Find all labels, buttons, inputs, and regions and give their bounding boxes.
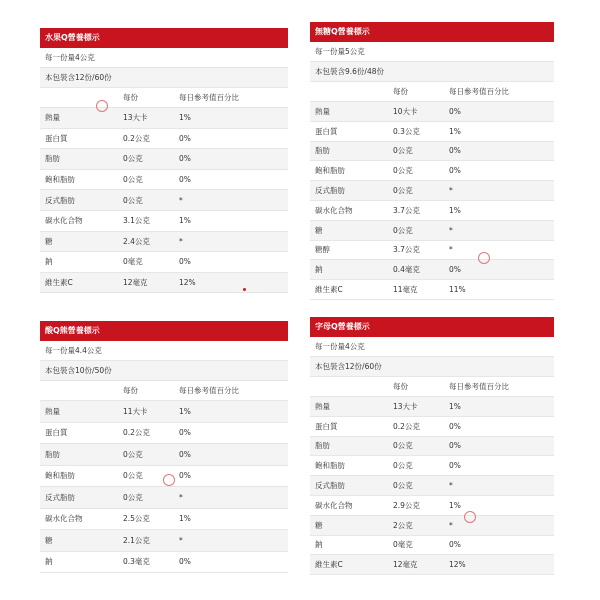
nutrient-amount: 3.7公克 bbox=[393, 245, 420, 255]
servings-per-package: 本包裝含9.6份/48份 bbox=[310, 62, 554, 82]
nutrient-amount: 2.4公克 bbox=[123, 236, 150, 246]
nutrient-name: 維生素C bbox=[45, 278, 73, 288]
nutrient-name: 脂肪 bbox=[315, 441, 330, 451]
nutrient-daily-value: * bbox=[449, 225, 453, 235]
nutrient-daily-value: 12% bbox=[449, 560, 466, 570]
nutrient-amount: 0毫克 bbox=[123, 257, 143, 267]
nutrient-daily-value: 0% bbox=[449, 166, 461, 176]
nutrient-name: 蛋白質 bbox=[45, 428, 68, 438]
nutrient-daily-value: * bbox=[449, 186, 453, 196]
nutrient-daily-value: * bbox=[179, 535, 183, 545]
circle-mark bbox=[464, 511, 476, 523]
nutrient-daily-value: 1% bbox=[179, 514, 191, 524]
nutrient-name: 反式脂肪 bbox=[315, 186, 345, 196]
nutrient-row bbox=[310, 161, 554, 181]
column-header-daily-value: 每日參考值百分比 bbox=[449, 87, 509, 96]
nutrient-daily-value: 0% bbox=[449, 461, 461, 471]
nutrient-amount: 0公克 bbox=[393, 481, 413, 491]
nutrient-row bbox=[40, 401, 288, 423]
nutrient-name: 蛋白質 bbox=[315, 421, 338, 431]
nutrient-row bbox=[310, 102, 554, 122]
nutrient-amount: 0公克 bbox=[123, 154, 143, 164]
nutrient-row bbox=[40, 232, 288, 253]
column-header-per-serving: 每份 bbox=[123, 386, 138, 395]
nutrient-name: 碳水化合物 bbox=[315, 205, 353, 215]
nutrient-row bbox=[40, 444, 288, 466]
nutrient-daily-value: 0% bbox=[179, 133, 191, 143]
nutrient-row bbox=[310, 476, 554, 496]
nutrient-row bbox=[40, 211, 288, 232]
nutrient-amount: 2.9公克 bbox=[393, 500, 420, 510]
nutrient-name: 熱量 bbox=[315, 401, 330, 411]
nutrient-row bbox=[40, 273, 288, 294]
nutrition-panel-sour-q-bear bbox=[40, 321, 288, 573]
nutrient-row bbox=[40, 252, 288, 273]
nutrient-daily-value: * bbox=[449, 520, 453, 530]
nutrient-amount: 0公克 bbox=[123, 471, 143, 481]
nutrient-name: 維生素C bbox=[315, 285, 343, 295]
serving-size: 每一份量4公克 bbox=[310, 337, 554, 357]
red-dot-mark bbox=[243, 288, 246, 291]
nutrition-panel-sugar-free-q bbox=[310, 22, 554, 300]
nutrient-daily-value: 1% bbox=[179, 406, 191, 416]
nutrient-row bbox=[310, 456, 554, 476]
nutrient-amount: 10大卡 bbox=[393, 106, 418, 116]
serving-size: 每一份量4.4公克 bbox=[40, 341, 288, 361]
servings-per-package: 本包裝含12份/60份 bbox=[310, 357, 554, 377]
nutrient-amount: 0.2公克 bbox=[123, 428, 150, 438]
nutrient-row bbox=[310, 142, 554, 162]
nutrient-amount: 0公克 bbox=[393, 461, 413, 471]
nutrient-row bbox=[310, 241, 554, 261]
nutrient-name: 飽和脂肪 bbox=[315, 166, 345, 176]
nutrient-amount: 0.2公克 bbox=[393, 421, 420, 431]
nutrient-row bbox=[310, 221, 554, 241]
nutrition-panel-letter-q bbox=[310, 317, 554, 575]
nutrient-row bbox=[40, 190, 288, 211]
column-header-per-serving: 每份 bbox=[393, 382, 408, 391]
nutrient-row bbox=[40, 530, 288, 552]
nutrient-daily-value: 0% bbox=[449, 441, 461, 451]
nutrient-row bbox=[40, 108, 288, 129]
nutrient-name: 碳水化合物 bbox=[45, 514, 83, 524]
circle-mark bbox=[163, 474, 175, 486]
nutrient-name: 飽和脂肪 bbox=[45, 175, 75, 185]
nutrient-name: 反式脂肪 bbox=[315, 481, 345, 491]
nutrition-panel-fruit-q bbox=[40, 28, 288, 293]
nutrient-name: 糖 bbox=[315, 520, 323, 530]
nutrient-daily-value: 0% bbox=[179, 175, 191, 185]
nutrient-amount: 3.1公克 bbox=[123, 216, 150, 226]
nutrient-daily-value: 0% bbox=[449, 146, 461, 156]
panel-title: 無糖Q營養標示 bbox=[310, 22, 554, 42]
servings-per-package: 本包裝含10份/50份 bbox=[40, 361, 288, 381]
nutrient-amount: 0公克 bbox=[123, 449, 143, 459]
nutrient-row bbox=[310, 555, 554, 575]
nutrient-daily-value: 1% bbox=[179, 216, 191, 226]
nutrient-row bbox=[40, 509, 288, 531]
circle-mark bbox=[96, 100, 108, 112]
nutrient-row bbox=[40, 129, 288, 150]
nutrient-amount: 0公克 bbox=[123, 175, 143, 185]
nutrient-daily-value: 0% bbox=[179, 557, 191, 567]
column-header-daily-value: 每日參考值百分比 bbox=[179, 386, 239, 395]
column-header-row bbox=[40, 381, 288, 401]
nutrient-daily-value: * bbox=[179, 195, 183, 205]
nutrient-daily-value: * bbox=[179, 236, 183, 246]
panel-title: 水果Q營養標示 bbox=[40, 28, 288, 48]
nutrient-daily-value: 1% bbox=[449, 126, 461, 136]
nutrient-name: 蛋白質 bbox=[45, 133, 68, 143]
nutrient-name: 脂肪 bbox=[315, 146, 330, 156]
nutrient-daily-value: 0% bbox=[179, 449, 191, 459]
nutrient-name: 糖 bbox=[45, 535, 53, 545]
nutrient-name: 脂肪 bbox=[45, 449, 60, 459]
nutrient-amount: 0.3毫克 bbox=[123, 557, 150, 567]
nutrient-name: 熱量 bbox=[315, 106, 330, 116]
nutrient-amount: 2公克 bbox=[393, 520, 413, 530]
nutrient-daily-value: 0% bbox=[449, 265, 461, 275]
nutrient-name: 熱量 bbox=[45, 113, 60, 123]
nutrient-name: 糖 bbox=[45, 236, 53, 246]
nutrient-daily-value: 0% bbox=[179, 428, 191, 438]
nutrient-daily-value: * bbox=[449, 245, 453, 255]
nutrient-amount: 11毫克 bbox=[393, 285, 418, 295]
nutrient-name: 反式脂肪 bbox=[45, 195, 75, 205]
nutrient-name: 糖醇 bbox=[315, 245, 330, 255]
nutrient-amount: 0毫克 bbox=[393, 540, 413, 550]
nutrient-amount: 0公克 bbox=[123, 492, 143, 502]
nutrient-amount: 0公克 bbox=[393, 166, 413, 176]
nutrient-row bbox=[310, 417, 554, 437]
nutrient-amount: 0公克 bbox=[393, 146, 413, 156]
column-header-row bbox=[310, 82, 554, 102]
nutrient-name: 飽和脂肪 bbox=[45, 471, 75, 481]
nutrient-daily-value: 11% bbox=[449, 285, 466, 295]
nutrient-row bbox=[40, 423, 288, 445]
nutrient-daily-value: 1% bbox=[449, 500, 461, 510]
serving-size: 每一份量4公克 bbox=[40, 48, 288, 68]
nutrient-name: 蛋白質 bbox=[315, 126, 338, 136]
nutrient-daily-value: 0% bbox=[449, 106, 461, 116]
nutrient-daily-value: 12% bbox=[179, 278, 196, 288]
nutrient-amount: 0公克 bbox=[393, 441, 413, 451]
nutrient-name: 維生素C bbox=[315, 560, 343, 570]
column-header-per-serving: 每份 bbox=[393, 87, 408, 96]
nutrient-name: 鈉 bbox=[45, 257, 53, 267]
nutrient-amount: 0公克 bbox=[393, 225, 413, 235]
nutrient-amount: 3.7公克 bbox=[393, 205, 420, 215]
nutrient-amount: 12毫克 bbox=[393, 560, 418, 570]
circle-mark bbox=[478, 252, 490, 264]
nutrient-amount: 12毫克 bbox=[123, 278, 148, 288]
nutrient-row bbox=[40, 487, 288, 509]
nutrient-daily-value: 0% bbox=[179, 154, 191, 164]
nutrient-row bbox=[310, 280, 554, 300]
nutrient-name: 飽和脂肪 bbox=[315, 461, 345, 471]
nutrient-daily-value: 0% bbox=[179, 257, 191, 267]
nutrient-name: 碳水化合物 bbox=[45, 216, 83, 226]
nutrient-amount: 0.2公克 bbox=[123, 133, 150, 143]
serving-size: 每一份量5公克 bbox=[310, 42, 554, 62]
nutrient-row bbox=[310, 181, 554, 201]
nutrient-row bbox=[40, 149, 288, 170]
nutrient-name: 鈉 bbox=[45, 557, 53, 567]
column-header-per-serving: 每份 bbox=[123, 93, 138, 102]
nutrient-row bbox=[310, 437, 554, 457]
nutrient-daily-value: 1% bbox=[449, 205, 461, 215]
nutrient-amount: 0公克 bbox=[123, 195, 143, 205]
nutrient-row bbox=[310, 201, 554, 221]
nutrient-amount: 0.3公克 bbox=[393, 126, 420, 136]
nutrient-row bbox=[310, 516, 554, 536]
nutrient-row bbox=[310, 397, 554, 417]
nutrient-amount: 2.5公克 bbox=[123, 514, 150, 524]
nutrient-name: 熱量 bbox=[45, 406, 60, 416]
nutrient-row bbox=[310, 122, 554, 142]
servings-per-package: 本包裝含12份/60份 bbox=[40, 68, 288, 88]
nutrient-amount: 13大卡 bbox=[393, 401, 418, 411]
column-header-row bbox=[310, 377, 554, 397]
nutrient-row bbox=[40, 552, 288, 574]
column-header-row bbox=[40, 88, 288, 108]
nutrient-daily-value: 0% bbox=[449, 540, 461, 550]
nutrient-name: 反式脂肪 bbox=[45, 492, 75, 502]
nutrient-daily-value: 1% bbox=[179, 113, 191, 123]
nutrient-amount: 0公克 bbox=[393, 186, 413, 196]
nutrient-row bbox=[310, 260, 554, 280]
nutrient-name: 碳水化合物 bbox=[315, 500, 353, 510]
nutrient-amount: 13大卡 bbox=[123, 113, 148, 123]
nutrient-daily-value: 1% bbox=[449, 401, 461, 411]
nutrient-name: 糖 bbox=[315, 225, 323, 235]
nutrient-amount: 0.4毫克 bbox=[393, 265, 420, 275]
nutrient-amount: 11大卡 bbox=[123, 406, 148, 416]
nutrient-daily-value: 0% bbox=[179, 471, 191, 481]
nutrient-amount: 2.1公克 bbox=[123, 535, 150, 545]
panel-title: 酸Q熊營養標示 bbox=[40, 321, 288, 341]
nutrient-daily-value: 0% bbox=[449, 421, 461, 431]
nutrient-row bbox=[310, 496, 554, 516]
nutrient-name: 脂肪 bbox=[45, 154, 60, 164]
column-header-daily-value: 每日參考值百分比 bbox=[179, 93, 239, 102]
nutrient-row bbox=[310, 536, 554, 556]
nutrient-row bbox=[40, 170, 288, 191]
nutrient-name: 鈉 bbox=[315, 265, 323, 275]
nutrient-name: 鈉 bbox=[315, 540, 323, 550]
nutrient-daily-value: * bbox=[179, 492, 183, 502]
nutrient-daily-value: * bbox=[449, 481, 453, 491]
panel-title: 字母Q營養標示 bbox=[310, 317, 554, 337]
column-header-daily-value: 每日參考值百分比 bbox=[449, 382, 509, 391]
